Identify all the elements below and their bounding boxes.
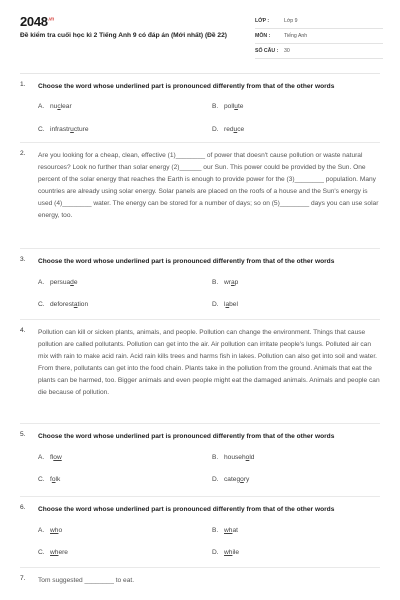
question-passage: Pollution can kill or sicken plants, animals, and people. Pollution can change the environment. Things that cause pollution are called pollutants. Pollution can get into the air. Air pollution can irritate people's lungs. Polluted air can mix with rain to make acid rain. Acid rain kills trees and harms fish in lakes. Pollution can also get into soil and water. From there, pollutants can get into the food chain. Plants take in the pollution from the ground. Animals that eat the plants can be harmed, too. Bigger animals and even people might eat the damaged animals. Animals and people can die because of pollution. [38,329,380,396]
question-2 [20,150,382,240]
meta-row-count [255,44,383,59]
option-d[interactable]: D. category [212,476,250,483]
option-c[interactable]: C. infrastructure [38,126,89,133]
question-3 [20,256,382,316]
question-prompt: Tom suggested ________ to eat. [38,577,135,584]
option-a[interactable]: A. flow [38,454,62,461]
question-number: 2. [20,150,26,157]
question-number: 1. [20,81,26,88]
option-a[interactable]: A. persuade [38,279,78,286]
question-4 [20,327,382,423]
question-divider [20,496,380,497]
meta-value: Lớp 9 [284,18,298,24]
question-number: 7. [20,575,26,582]
meta-label: SỐ CÂU : [255,48,279,54]
meta-label: LỚP : [255,18,270,24]
page-header [0,0,400,62]
question-divider [20,319,380,320]
question-divider [20,248,380,249]
question-divider [20,567,380,568]
meta-label: MÔN : [255,33,271,39]
option-c[interactable]: C. where [38,549,68,556]
question-1 [20,81,382,141]
question-prompt: Choose the word whose underlined part is pronounced differently from that of the other words [38,258,335,265]
meta-row-subject [255,29,383,44]
option-a[interactable]: A. who [38,527,63,534]
question-6 [20,504,382,564]
option-d[interactable]: D. while [212,549,240,556]
option-c[interactable]: C. deforestation [38,301,89,308]
question-prompt: Choose the word whose underlined part is pronounced differently from that of the other words [38,506,335,513]
question-prompt: Choose the word whose underlined part is pronounced differently from that of the other words [38,433,335,440]
logo-text: 2048 [20,14,48,29]
question-passage: Are you looking for a cheap, clean, effective (1)________ of power that doesn't cause pollution or waste natural resources? Look no further than solar energy (2)______ our Sun. This power could be provided by the Sun. One percent of the solar energy that reaches the Earth is enough to provide power for the (3)________ population. Many countries are already using solar energy. Solar panels are placed on the roofs of a house and the Sun's energy is used (4)________ water. The energy can be stored for a number of days; so on (5)________ days you can use solar energy, too. [38,152,379,219]
document-title: Đề kiểm tra cuối học kì 2 Tiếng Anh 9 có đáp án (Mới nhất) (Đề 22) [20,32,227,39]
option-b[interactable]: B. wrap [212,279,239,286]
question-number: 4. [20,327,26,334]
question-divider [20,142,380,143]
question-number: 6. [20,504,26,511]
logo-suffix: .vn [47,16,55,23]
question-number: 5. [20,431,26,438]
question-number: 3. [20,256,26,263]
option-b[interactable]: B. household [212,454,255,461]
option-c[interactable]: C. folk [38,476,61,483]
option-a[interactable]: A. nuclear [38,103,72,110]
option-d[interactable]: D. reduce [212,126,245,133]
exam-meta [255,14,383,59]
meta-row-class [255,14,383,29]
header-divider [20,73,380,74]
meta-value: 30 [284,48,290,54]
question-5 [20,431,382,491]
option-d[interactable]: D. label [212,301,238,308]
question-prompt: Choose the word whose underlined part is pronounced differently from that of the other words [38,83,335,90]
question-divider [20,423,380,424]
question-7 [20,575,382,589]
site-logo[interactable] [20,14,54,29]
option-b[interactable]: B. pollute [212,103,244,110]
meta-value: Tiếng Anh [284,33,308,39]
option-b[interactable]: B. what [212,527,238,534]
